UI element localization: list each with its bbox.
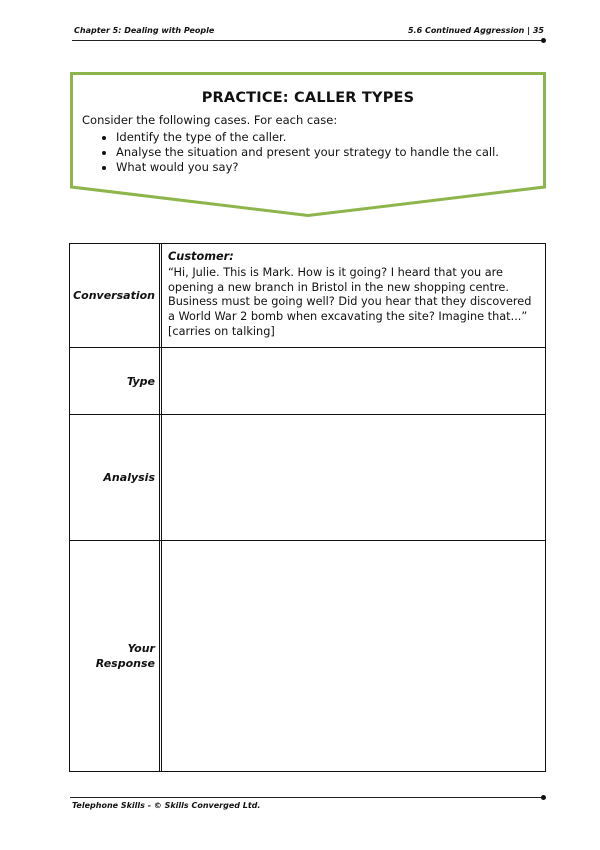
header-rule-dot-icon [541, 38, 546, 43]
practice-task-list [100, 130, 499, 175]
header-rule [72, 40, 544, 41]
customer-quote: “Hi, Julie. This is Mark. How is it going? I heard that you are opening a new branch in Bristol in the new shopping centre. Business must be going well? Did you hear that they discovered a World War 2 bomb when excavating the site? Imagine that...” [168, 265, 532, 324]
worksheet-table [69, 243, 546, 772]
stage-direction-note: [carries on talking] [168, 324, 275, 338]
conversation-cell [162, 244, 545, 347]
footer-rule-dot-icon [541, 795, 546, 800]
list-item: • Identify the type of the caller. [116, 130, 499, 145]
practice-box [70, 72, 546, 218]
practice-title: PRACTICE: CALLER TYPES [201, 90, 415, 106]
response-row [70, 541, 545, 771]
type-answer-cell[interactable] [162, 348, 545, 414]
type-row [70, 348, 545, 415]
analysis-row [70, 415, 545, 541]
response-answer-cell[interactable] [162, 541, 545, 771]
list-item: • What would you say? [116, 160, 499, 175]
conversation-row [70, 244, 545, 348]
practice-intro: Consider the following cases. For each case: [82, 113, 338, 127]
page-footer: Telephone Skills - © Skills Converged Ltd. [72, 801, 261, 810]
response-label-line: Your [127, 642, 155, 655]
page-header [72, 26, 544, 40]
section-page-number: 5.6 Continued Aggression | 35 [407, 26, 544, 35]
speaker-label: Customer: [168, 250, 234, 263]
conversation-label: Conversation [70, 244, 162, 347]
list-item: • Analyse the situation and present your strategy to handle the call. [116, 145, 499, 160]
chapter-title: Chapter 5: Dealing with People [74, 26, 215, 35]
footer-rule [70, 797, 544, 798]
response-label [70, 541, 162, 771]
response-label-line: Response [95, 657, 155, 670]
analysis-answer-cell[interactable] [162, 415, 545, 540]
type-label: Type [70, 348, 162, 414]
analysis-label: Analysis [70, 415, 162, 540]
